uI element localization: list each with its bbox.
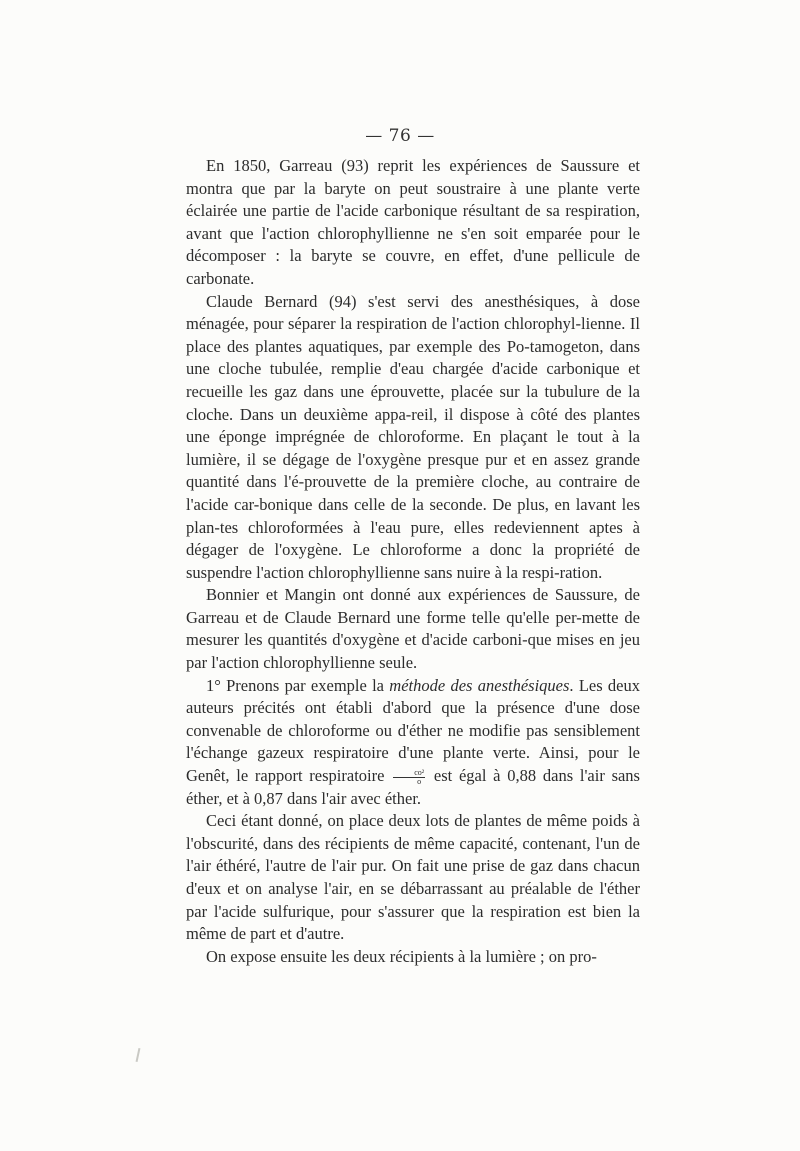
page-number: — 76 —	[365, 126, 435, 146]
paragraph-lead: 1° Prenons par exemple la	[206, 675, 390, 695]
paragraph-garreau: En 1850, Garreau (93) reprit les expériences de Saussure et montra que par la baryte on peut soustraire à une plante verte éclairée une partie de l'acide carbonique résultant de sa respiration, avant que l'action chlorophyllienne ne s'en soit emparée pour le décomposer : la baryte se couvre, en effet, d'une pellicule de carbonate.	[186, 156, 640, 288]
fraction-numerator: co²	[393, 769, 425, 778]
fraction-denominator: o	[417, 776, 422, 786]
paragraph-experiment-setup: Ceci étant donné, on place deux lots de plantes de même poids à l'obscurité, dans des récipients de même capacité, contenant, l'un de l'air éthéré, l'autre de l'air pur. On fait une prise de gaz dans chacun d'eux et on analyse l'air, en se débarrassant au préalable de l'éther par l'acide sulfurique, pour s'assurer que la respiration est bien la même de part et d'autre.	[186, 811, 640, 944]
paragraph-exposure: On expose ensuite les deux récipients à la lumière ; on pro-	[206, 946, 597, 966]
paragraph-middle: . Les deux auteurs précités ont établi d'abord que la présence d'une dose convenable de chloroforme ou d'éther ne modifie pas sensiblement l'échange gazeux respiratoire d'une plante verte. Ainsi, pour le Genêt, le rapport respiratoire	[186, 675, 640, 786]
paper-mark	[136, 1048, 141, 1062]
paragraph-claude-bernard: Claude Bernard (94) s'est servi des anesthésiques, à dose ménagée, pour séparer la respiration de l'action chlorophyl-lienne. Il place des plantes aquatiques, par exemple des Po-tamogeton, dans une cloche tubulée, remplie d'eau chargée d'acide carbonique et recueille les gaz dans une éprouvette, placée sur la tubulure de la cloche. Dans un deuxième appa-reil, il dispose à côté des plantes une éponge imprégnée de chloroforme. En plaçant le tout à la lumière, il se dégage de l'oxygène presque pur et en assez grande quantité dans l'é-prouvette de la première cloche, au contraire de l'acide car-bonique dans celle de la seconde. De plus, en lavant les plan-tes chloroformées à l'eau pure, elles redeviennent aptes à dégager de l'oxygène. Le chloroforme a donc la propriété de suspendre l'action chlorophyllienne sans nuire à la respi-ration.	[186, 291, 640, 582]
paragraph-tail: est égal à 0,88 dans l'air sans éther, et à 0,87 dans l'air avec éther.	[186, 766, 640, 808]
respiratory-ratio-fraction	[393, 769, 425, 786]
paragraph-bonnier-mangin: Bonnier et Mangin ont donné aux expériences de Saussure, de Garreau et de Claude Bernard une forme telle qu'elle per-mette de mesurer les quantités d'oxygène et d'acide carboni-que mises en jeu par l'action chlorophyllienne seule.	[186, 585, 640, 673]
paragraph-anesthetic-method	[186, 675, 640, 811]
body-text	[186, 155, 640, 968]
italic-term: méthode des anesthésiques	[389, 675, 570, 695]
